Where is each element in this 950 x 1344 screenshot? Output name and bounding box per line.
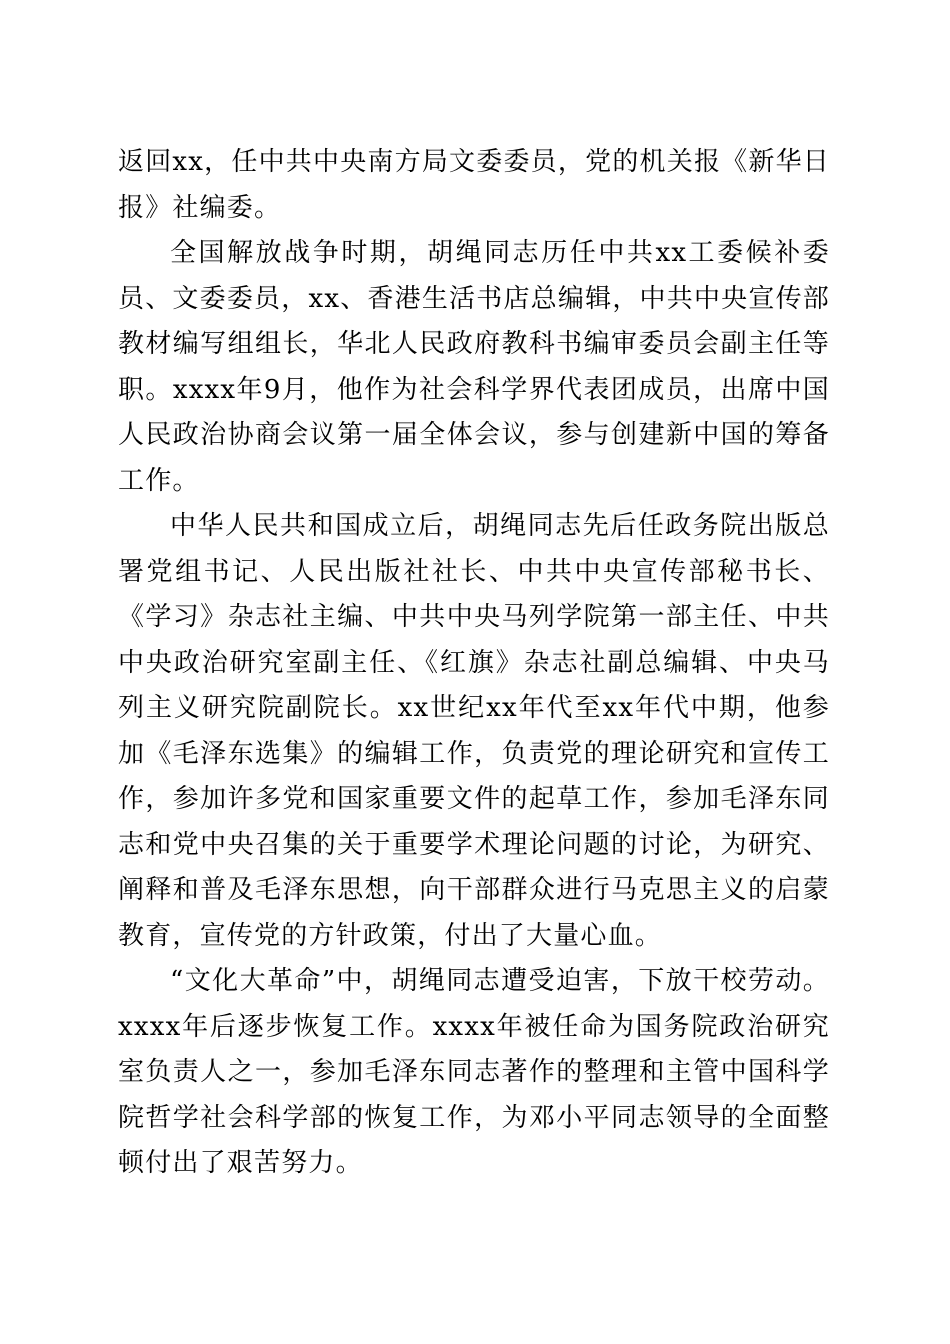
paragraph-after-founding: 中华人民共和国成立后，胡绳同志先后任政务院出版总署党组书记、人民出版社社长、中共中央宣传部秘书长、《学习》杂志社主编、中共中央马列学院第一部主任、中共中央政治研究室副主任、《红旗》杂志社副总编辑、中央马列主义研究院副院长。xx世纪xx年代至xx年代中期，他参加《毛泽东选集》的编辑工作，负责党的理论研究和宣传工作，参加许多党和国家重要文件的起草工作，参加毛泽东同志和党中央召集的关于重要学术理论问题的讨论，为研究、阐释和普及毛泽东思想，向干部群众进行马克思主义的启蒙教育，宣传党的方针政策，付出了大量心血。	[118, 511, 830, 951]
paragraph-continuation: 返回xx，任中共中央南方局文委委员，党的机关报《新华日报》社编委。	[118, 147, 830, 223]
paragraph-liberation-war: 全国解放战争时期，胡绳同志历任中共xx工委候补委员、文委委员，xx、香港生活书店总编辑，中共中央宣传部教材编写组组长，华北人民政府教科书编审委员会副主任等职。xxxx年9月，他作为社会科学界代表团成员，出席中国人民政治协商会议第一届全体会议，参与创建新中国的筹备工作。	[118, 238, 830, 496]
document-body	[118, 140, 830, 1187]
paragraph-cultural-revolution: “文化大革命”中，胡绳同志遭受迫害，下放干校劳动。xxxx年后逐步恢复工作。xxxx年被任命为国务院政治研究室负责人之一，参加毛泽东同志著作的整理和主管中国科学院哲学社会科学部的恢复工作，为邓小平同志领导的全面整顿付出了艰苦努力。	[118, 966, 830, 1178]
